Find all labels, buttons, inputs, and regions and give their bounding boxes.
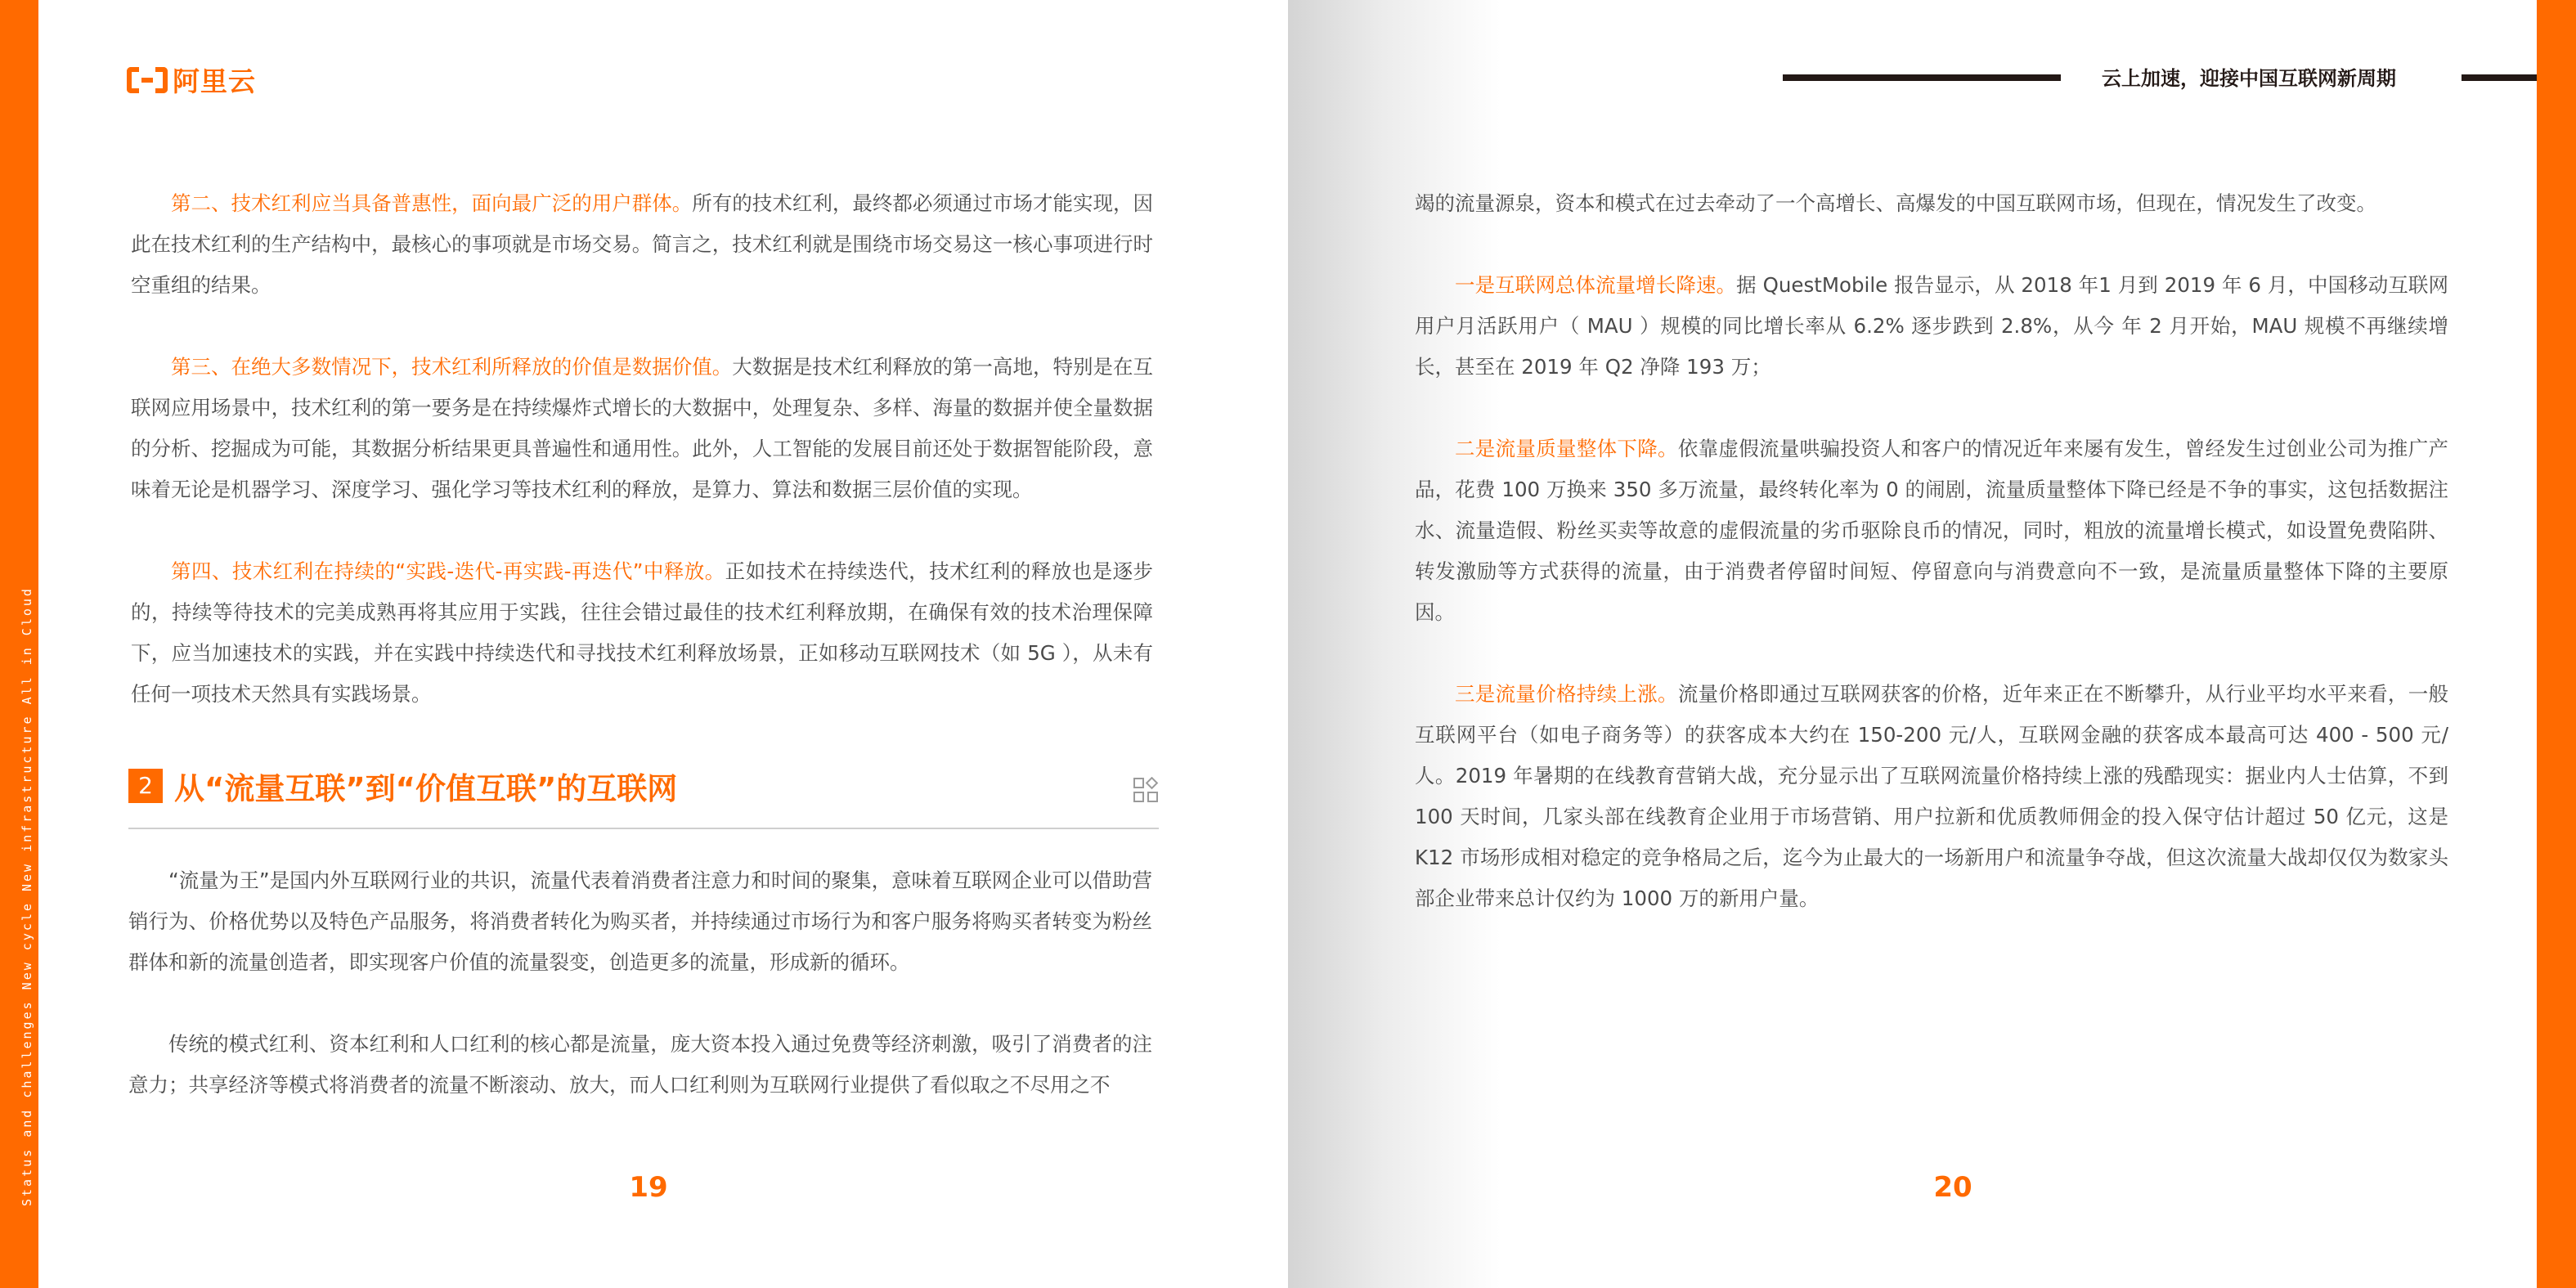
highlight-lead: 一是互联网总体流量增长降速。 — [1455, 273, 1737, 297]
paragraph — [1415, 674, 2448, 919]
header-rule-right — [2462, 74, 2537, 81]
paragraph: “流量为王”是国内外互联网行业的共识，流量代表着消费者注意力和时间的聚集，意味着互联网企业可以借助营销行为、价格优势以及特色产品服务，将消费者转化为购买者，并持续通过市场行为和客户服务将购买者转变为粉丝群体和新的流量创造者，即实现客户价值的流量裂变，创造更多的流量，形成新的循环。 — [128, 868, 1152, 974]
page-number-left: 19 — [629, 1171, 668, 1204]
aliyun-logo — [127, 61, 256, 99]
paragraph-body: 依靠虚假流量哄骗投资人和客户的情况近年来屡有发生，曾经发生过创业公司为推广产品，花费 100 万换来 350 多万流量，最终转化率为 0 的闹剧，流量质量整体下降已经是不争的事实，这包括数据注水、流量造假、粉丝买卖等故意的虚假流量的劣币驱除良币的情况，同时，粗放的流量增长模式，如设置免费陷阱、转发激励等方式获得的流量，由于消费者停留时间短、停留意向与消费意向不一致，是流量质量整体下降的主要原因。 — [1415, 437, 2449, 624]
header-rule-left — [1783, 74, 2061, 81]
paragraph — [1415, 265, 2448, 388]
paragraph-body: 大数据是技术红利释放的第一高地，特别是在互联网应用场景中，技术红利的第一要务是在持续爆炸式增长的大数据中，处理复杂、多样、海量的数据并使全量数据的分析、挖掘成为可能，其数据分析结果更具普遍性和通用性。此外，人工智能的发展目前还处于数据智能阶段，意味着无论是机器学习、深度学习、强化学习等技术红利的释放，是算力、算法和数据三层价值的实现。 — [131, 355, 1154, 501]
paragraph — [1415, 429, 2448, 633]
header-title: 云上加速，迎接中国互联网新周期 — [2102, 67, 2396, 90]
paragraph-body: 流量价格即通过互联网获客的价格，近年来正在不断攀升，从行业平均水平来看，一般互联网平台（如电子商务等）的获客成本大约在 150-200 元/人，互联网金融的获客成本最高可达 400 - 500 元/人。2019 年暑期的在线教育营销大战，充分显示出了互联网流量价格持续上涨的残酷现实：据业内人士估算，不到 100 天时间，几家头部在线教育企业用于市场营销、用户拉新和优质教师佣金的投入保守估计超过 50 亿元，这是 K12 市场形成相对稳定的竞争格局之后，迄今为止最大的一场新用户和流量争夺战，但这次流量大战却仅仅为数家头部企业带来总计仅约为 1000 万的新用户量。 — [1415, 682, 2449, 910]
aliyun-logo-icon — [127, 67, 168, 93]
section-title: 从“流量互联”到“价值互联”的互联网 — [174, 771, 678, 806]
paragraph — [131, 183, 1153, 306]
paragraph — [131, 551, 1153, 715]
paragraph: 传统的模式红利、资本红利和人口红利的核心都是流量，庞大资本投入通过免费等经济刺激，吸引了消费者的注意力；共享经济等模式将消费者的流量不断滚动、放大，而人口红利则为互联网行业提供了看似取之不尽用之不 — [128, 1032, 1152, 1097]
section-divider — [128, 828, 1159, 829]
logo-text: 阿里云 — [173, 65, 256, 97]
left-page-body — [131, 183, 1153, 715]
paragraph — [131, 347, 1153, 510]
left-page-section-body — [128, 860, 1152, 1106]
highlight-lead: 第三、在绝大多数情况下，技术红利所释放的价值是数据价值。 — [171, 355, 733, 379]
highlight-lead: 第四、技术红利在持续的“实践-迭代-再实践-再迭代”中释放。 — [171, 559, 725, 583]
highlight-lead: 第二、技术红利应当具备普惠性，面向最广泛的用户群体。 — [171, 191, 693, 215]
section-heading — [128, 767, 1159, 829]
page-number-right: 20 — [1933, 1171, 1972, 1204]
vertical-tagline: Status and challenges New cycle New infrastructure All in Cloud — [20, 586, 34, 1206]
highlight-lead: 三是流量价格持续上涨。 — [1455, 682, 1678, 706]
highlight-lead: 二是流量质量整体下降。 — [1455, 437, 1678, 460]
right-accent-bar — [2537, 0, 2576, 1288]
grid-diamond-icon — [1133, 777, 1159, 803]
paragraph: 竭的流量源泉，资本和模式在过去牵动了一个高增长、高爆发的中国互联网市场，但现在，情况发生了改变。 — [1415, 191, 2376, 215]
paragraph-body: 据 QuestMobile 报告显示，从 2018 年1 月到 2019 年 6 月，中国移动互联网用户月活跃用户（ MAU ）规模的同比增长率从 6.2% 逐步跌到 2.8%，从今 年 2 月开始，MAU 规模不再继续增长，甚至在 2019 年 Q2 净降 193 万； — [1415, 273, 2448, 379]
right-page-body — [1415, 183, 2448, 919]
section-number-badge: 2 — [128, 769, 163, 803]
paragraph-body: 正如技术在持续迭代，技术红利的释放也是逐步的，持续等待技术的完美成熟再将其应用于实践，往往会错过最佳的技术红利释放期，在确保有效的技术治理保障下，应当加速技术的实践，并在实践中持续迭代和寻找技术红利释放场景，正如移动互联网技术（如 5G ），从未有任何一项技术天然具有实践场景。 — [131, 559, 1154, 706]
paragraph-body: 所有的技术红利，最终都必须通过市场才能实现，因此在技术红利的生产结构中，最核心的事项就是市场交易。简言之，技术红利就是围绕市场交易这一核心事项进行时空重组的结果。 — [131, 191, 1154, 297]
